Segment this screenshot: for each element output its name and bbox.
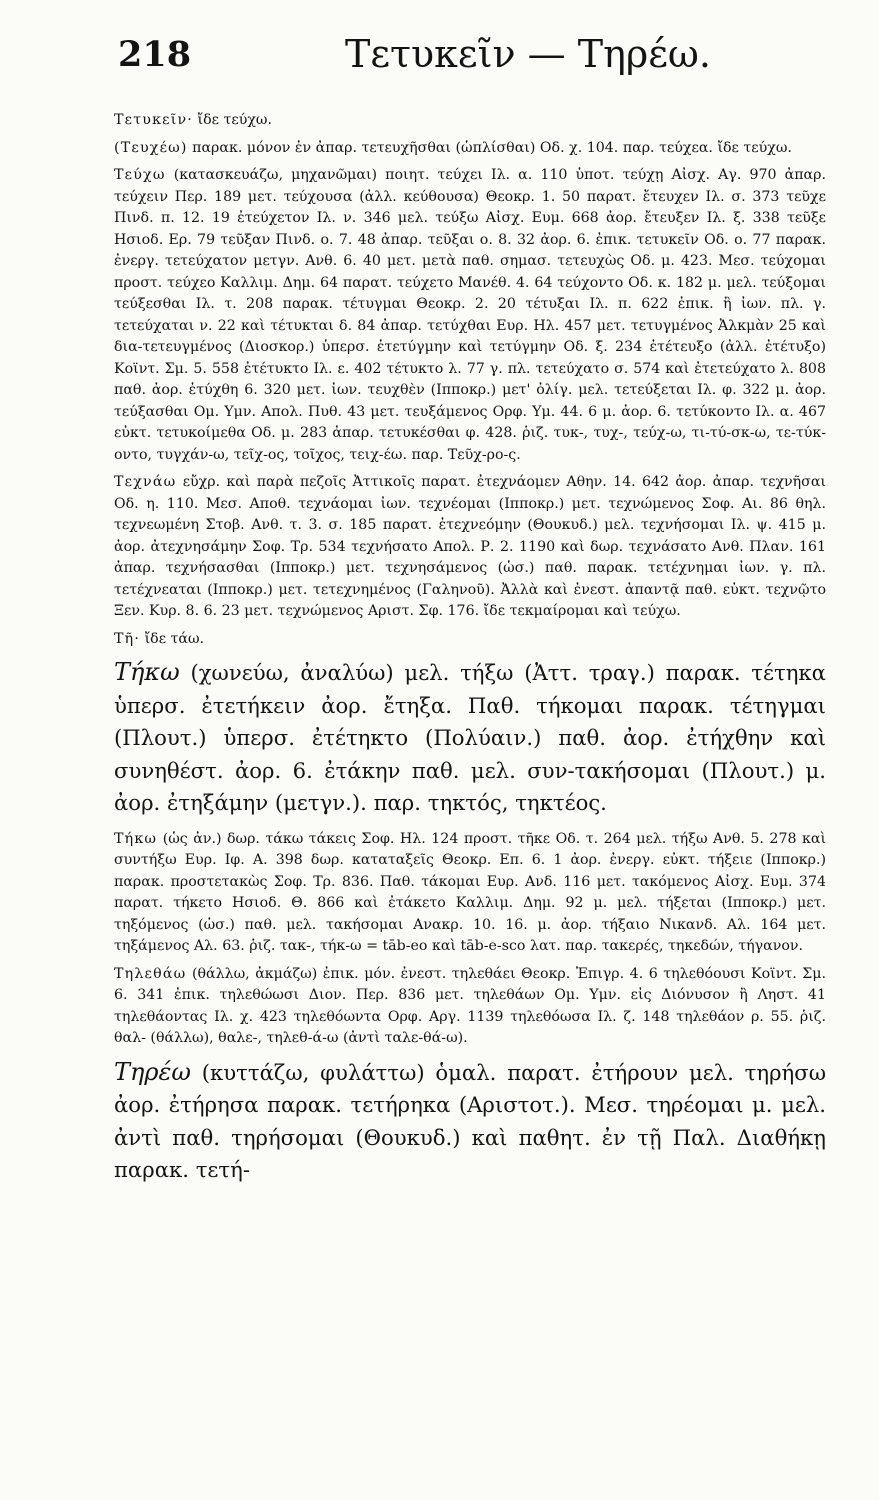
entry-th (114, 629, 826, 651)
entry-texnao (114, 472, 826, 623)
entry-teuxeo (114, 138, 826, 160)
entry-text: παρακ. μόνον ἐν ἀπαρ. τετευχῆσθαι (ὡπλίσθαι) Οδ. χ. 104. παρ. τεύχεα. ἴδε τεύχω. (192, 139, 792, 156)
entry-tiko (114, 656, 826, 820)
entry-lemma: Τήκω (114, 658, 180, 686)
entry-lemma: (Τευχέω) (114, 139, 188, 156)
entry-tetykein (114, 110, 826, 132)
entry-text: εὔχρ. καὶ παρὰ πεζοῖς Ἀττικοῖς παρατ. ἐτεχνάομεν Αθην. 14. 642 ἀορ. ἀπαρ. τεχνῆσαι Οδ. η. 110. Μεσ. Αποθ. τεχνάομαι ἰων. τεχνέομαι (Ιπποκρ.) μετ. τεχνώμενος Σοφ. Αι. 86 θηλ. τεχνεωμένη Στοβ. Ανθ. τ. 3. σ. 185 παρατ. ἐτεχνεόμην (Θουκυδ.) μελ. τεχνήσομαι Ιλ. ψ. 415 μ. ἀορ. ἀτεχνησάμην Σοφ. Τρ. 534 τεχνήσατο Απολ. Ρ. 2. 1190 καὶ δωρ. τεχνάσατο Ανθ. Πλαν. 161 ἀπαρ. τεχνήσασθαι (Ιπποκρ.) μετ. τεχνησάμενος (ὡσ.) παθ. παρακ. τετέχνημαι ἰων. γ. πλ. τετέχνεαται (Ιπποκρ.) μετ. τετεχνημένος (Γαληνοῦ). Ἀλλὰ καὶ ἐνεστ. ἀπαντᾷ παθ. εὐκτ. τεχνῷτο Ξεν. Κυρ. 8. 6. 23 μετ. τεχνώμενος Αριστ. Σφ. 176. ἴδε τεκμαίρομαι καὶ τεύχω. (114, 474, 826, 619)
entry-teuxo (114, 165, 826, 466)
entry-text: ἴδε τεύχω. (197, 112, 272, 128)
page-header (0, 30, 879, 90)
entry-text: ἴδε τάω. (144, 630, 205, 647)
entry-lemma: Τετυκεῖν· (114, 112, 194, 128)
entry-lemma: Τεύχω (114, 167, 166, 183)
entry-tlethao (114, 964, 826, 1050)
entry-lemma: Τήκω (114, 830, 158, 847)
page-number: 218 (118, 34, 192, 75)
entry-text: (ὡς ἀν.) δωρ. τάκω τάκεις Σοφ. Ηλ. 124 προστ. τῆκε Οδ. τ. 264 μελ. τήξω Ανθ. 5. 278 καὶ συντήξω Ευρ. Ιφ. Α. 398 δωρ. καταταξεῖς Θεοκρ. Επ. 6. 1 ἀορ. ἐνεργ. εὐκτ. τήξειε (Ιπποκρ.) παρακ. προστετακὼς Σοφ. Τρ. 836. Παθ. τάκομαι Ευρ. Ανδ. 116 μετ. τακόμενος Αἰσχ. Ευμ. 374 παρατ. τήκετο Ησιοδ. Θ. 866 καὶ ἐτάκετο Καλλιμ. Δημ. 92 μ. μελ. τήξεται (Ιπποκρ.) μετ. τηξόμενος (ὡσ.) παθ. μελ. τακήσομαι Ανακρ. 10. 16. μ. ἀορ. τήξαιο Νικανδ. Αλ. 164 μετ. τηξάμενος Αλ. 63. ῥιζ. τακ-, τήκ-ω = tāb-eo καὶ tāb-e-sco λατ. παρ. τακερές, τηκεδών, τήγανον. (114, 830, 827, 954)
entry-text: (χωνεύω, ἀναλύω) μελ. τήξω (Ἀττ. τραγ.) παρακ. τέτηκα ὑπερσ. ἐτετήκειν ἀορ. ἔτηξα. Παθ. τήκομαι παρακ. τέτηγμαι (Πλουτ.) ὑπερσ. ἐτέτηκτο (Πολύαιν.) παθ. ἀορ. ἐτήχθην καὶ συνηθέστ. ἀορ. 6. ἐτάκην παθ. μελ. συν-τακήσομαι (Πλουτ.) μ. ἀορ. ἐτηξάμην (μετγν.). παρ. τηκτός, τηκτέος. (114, 660, 826, 815)
entry-lemma: Τεχνάω (114, 474, 177, 490)
entries-column (114, 110, 826, 1196)
entry-text: (κατασκευάζω, μηχανῶμαι) ποιητ. τεύχει Ιλ. α. 110 ὑποτ. τεύχῃ Αἰσχ. Αγ. 970 ἀπαρ. τεύχειν Περ. 189 μετ. τεύχουσα (ἀλλ. κεύθουσα) Θεοκρ. 1. 50 παρατ. ἔτευχεν Ιλ. σ. 373 τεῦχε Πινδ. π. 12. 19 ἐτεύχετον Ιλ. ν. 346 μελ. τεύξω Αἰσχ. Ευμ. 668 ἀορ. ἔτευξεν Ιλ. ξ. 338 τεῦξε Ησιοδ. Ερ. 79 τεῦξαν Πινδ. ο. 7. 48 ἀπαρ. τεῦξαι ο. 8. 32 ἀορ. 6. ἐπικ. τετυκεῖν Οδ. ο. 77 παρακ. ἐνεργ. τετεύχατον μετγν. Ανθ. 6. 40 μετ. μετὰ παθ. σημασ. τετευχὼς Οδ. μ. 423. Μεσ. τεύχομαι προστ. τεύχεο Καλλιμ. Δημ. 64 παρατ. τεύχετο Μανέθ. 4. 64 τεύχοντο Οδ. κ. 182 μ. μελ. τεύξομαι τεύξεσθαι Ιλ. τ. 208 παρακ. τέτυγμαι Θεοκρ. 2. 20 τέτυξαι Ιλ. π. 622 ἐπικ. ἢ ἰων. πλ. γ. τετεύχαται ν. 22 καὶ τέτυκται δ. 84 ἀπαρ. τετύχθαι Ευρ. Ηλ. 457 μετ. τετυγμένος Ἀλκμὰν 25 καὶ δια-τετευγμένος (Διοσκορ.) ὑπερσ. ἐτετύγμην καὶ τετύγμην Οδ. ξ. 234 ἐτέτευξο (ἀλλ. ἐτέτυξο) Κοϊντ. Σμ. 5. 558 ἐτέτυκτο Ιλ. ε. 402 τέτυκτο λ. 77 γ. πλ. τετεύχατο σ. 574 καὶ ἐτετεύχατο λ. 808 παθ. ἀορ. ἐτύχθη 6. 320 μετ. ἰων. τευχθὲν (Ιπποκρ.) μετ' ὀλίγ. μελ. τετεύξεται Ιλ. φ. 322 μ. ἀορ. τεύξασθαι Ομ. Υμν. Απολ. Πυθ. 43 μετ. τευξάμενος Ορφ. Υμ. 44. 6 μ. ἀορ. 6. τετύκοντο Ιλ. α. 467 εὐκτ. τετυκοίμεθα Οδ. μ. 283 ἀπαρ. τετυκέσθαι φ. 428. ῥιζ. τυκ-, τυχ-, τεύχ-ω, τι-τύ-σκ-ω, τε-τύκ-οντο, τυγχάν-ω, τεῖχ-ος, τοῖχος, τειχ-έω. παρ. Τεῦχ-ρο-ς. (114, 167, 826, 463)
running-title: Τετυκεῖν — Τηρέω. (345, 32, 711, 76)
entry-text: (θάλλω, ἀκμάζω) ἐπικ. μόν. ἐνεστ. τηλεθάει Θεοκρ. Ἐπιγρ. 4. 6 τηλεθόουσι Κοϊντ. Σμ. 6. 341 ἐπικ. τηλεθώωσι Διον. Περ. 836 μετ. τηλεθάων Ομ. Υμν. εἰς Διόνυσον ἢ Ληστ. 41 τηλεθάοντας Ιλ. χ. 423 τηλεθόωντα Ορφ. Αργ. 1139 τηλεθόωσα Ιλ. ζ. 148 τηλεθάον ρ. 55. ῥιζ. θαλ- (θάλλω), θαλε-, τηλεθ-ά-ω (ἀντὶ ταλε-θά-ω). (114, 965, 826, 1046)
entry-lemma: Τηλεθάω (114, 965, 187, 982)
entry-tireo (114, 1056, 826, 1187)
entry-lemma: Τῆ· (114, 630, 141, 647)
entry-tiko-dialect (114, 829, 826, 958)
entry-lemma: Τηρέω (114, 1057, 191, 1086)
entry-text: (κυττάζω, φυλάττω) ὁμαλ. παρατ. ἐτήρουν μελ. τηρήσω ἀορ. ἐτήρησα παρακ. τετήρηκα (Αριστοτ.). Μεσ. τηρέομαι μ. μελ. ἀντὶ παθ. τηρήσομαι (Θουκυδ.) καὶ παθητ. ἐν τῇ Παλ. Διαθήκῃ παρακ. τετή- (114, 1059, 826, 1182)
